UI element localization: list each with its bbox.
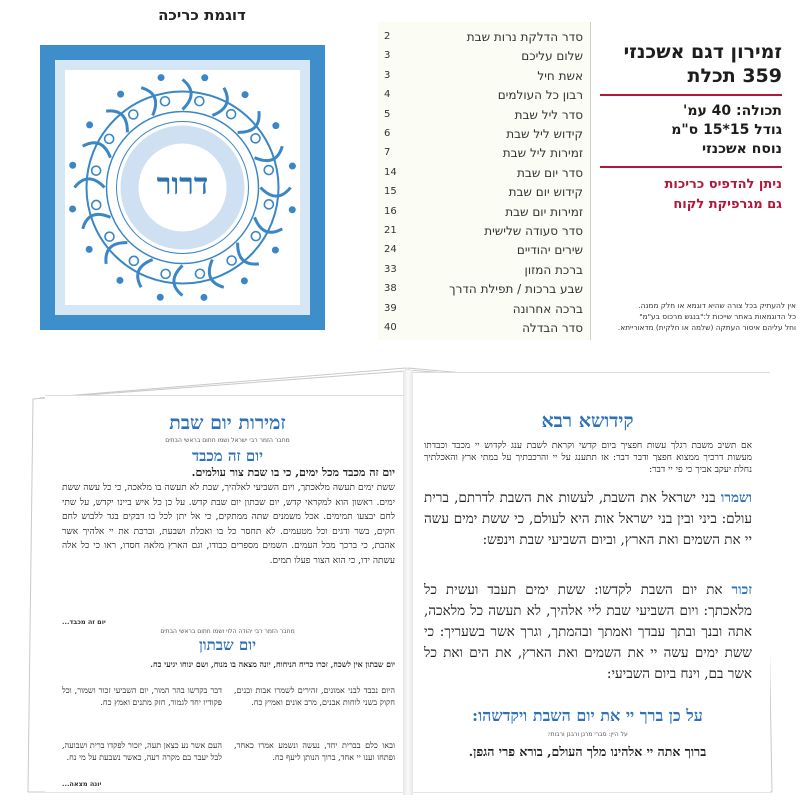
kiddush-paragraph: [424, 488, 752, 551]
toc-page-number: 4: [384, 89, 391, 101]
song-verse: היום נכבד לבני אמונים, זהירים לשמרו אבות ובנים, חקוק בשני לוחות אבנים, מרב אונים ואמיץ כח.: [234, 686, 395, 707]
toc-page-number: 39: [384, 302, 397, 314]
paragraph-text: את יום השבת לקדשו: ששת ימים תעבד ועשית כל מלאכתך: ויום השביעי שבת ליי אלהיך, לא תעשה כל מלאכה, אתה ובנך ובתך עבדך ואמתך ובהמתך, וגרך אשר בשעריך: כי ששת ימים עשה יי את השמים ואת הארץ, את הים ואת כל אשר בם, וינח ביום השביעי:: [424, 582, 752, 682]
spec-content: תכולה: 40 עמ': [683, 103, 782, 119]
song-refrain: יום שבתון אין לשכח, זכרו כריח הניחוח, יונה מצאה בו מנוח, ושם ינוחו יגיעי כח.: [150, 660, 395, 669]
song-verse: העם אשר נע כצאן תעה, יזכור לפקדו ברית ושבועה, לבל יעבר בם מקרה רעה, כאשר נשבעת על מי נח.: [62, 741, 222, 762]
toc-title: ברכה אחרונה: [512, 301, 583, 316]
refrain-tag: יום זה מכבד...: [62, 618, 106, 626]
toc-title: סדר יום שבת: [517, 165, 583, 180]
copyright-line: וחל עליהם איסור העתקה (שלמה או חלקית) מדאורייתא.: [617, 323, 796, 332]
cover-sample-label: דוגמת כריכה: [158, 6, 246, 24]
toc-title: קידוש ליל שבת: [506, 127, 583, 141]
product-title: זמירון דגם אשכנזי: [623, 41, 782, 63]
toc-page-number: 40: [384, 322, 397, 333]
print-note: ניתן להדפיס כריכות: [664, 177, 782, 192]
page-title: זמירות יום שבת: [169, 412, 286, 434]
toc-page-number: 5: [384, 108, 391, 120]
toc-title: סדר הדלקת נרות שבת: [466, 30, 583, 44]
song-author: מחבר הזמר רבי יהודה הלוי ושמו חתום בראשי הבתים: [160, 628, 295, 635]
toc-page-number: 7: [384, 147, 391, 159]
toc-title: שבע ברכות / תפילת הדרך: [449, 282, 583, 297]
song-author: מחבר הזמר רבי ישראל ושמו חתום בראשי הבתים: [165, 437, 290, 444]
copyright-line: כל הדוגמאות באתר שייכות ל:"בנגש מרכוס בע"מ": [639, 312, 796, 321]
toc-page-number: 38: [384, 283, 397, 295]
toc-title: קידוש יום שבת: [508, 185, 583, 200]
toc-page-number: 6: [384, 128, 391, 139]
wine-blessing: ברוך אתה יי אלהינו מלך העולם, בורא פרי הגפן.: [468, 744, 707, 759]
toc-page-number: 15: [384, 186, 397, 198]
product-price: 359 תכלת: [687, 65, 782, 87]
wine-instruction: על היין: סברי מרנן ורבנן ורבותי:: [547, 731, 628, 738]
toc-page-number: 2: [384, 31, 391, 42]
toc-title: זמירות יום שבת: [505, 204, 583, 219]
toc-title: סדר ליל שבת: [514, 107, 583, 122]
page-title: קידושא רבא: [541, 410, 634, 432]
print-note: גם מגרפיקת לקוח: [673, 197, 782, 212]
toc-title: אשת חיל: [537, 68, 583, 83]
toc-title: סדר סעודה שלישית: [484, 224, 583, 238]
toc-page-number: 3: [384, 69, 391, 81]
drop-word: זכור: [731, 582, 752, 598]
toc-title: זמירות ליל שבת: [502, 146, 583, 161]
toc-page-number: 24: [384, 244, 397, 256]
song-verses: ששת ימים תעשה מלאכתך, ויום השביעי לאלהיך, שבת לא תעשה בו מלאכה, כי כל עשה ששת ימים. ראשון הוא למקראי קדש, יום שבתון יום שבת קדש. על כן כל איש ביינו יקדש, על שתי לחם יבצעו תמימים. אכל משמנים שתה ממתקים, כי אל יתן לכל בו דבקים בגד ללבוש לחם חקים, בשר ודגים וכל מטעמים. לא תחסר כל בו ואכלת ושבעת, וברכת את יי אלהיך אשר אהבת, כי ברכך מכל העמים. השמים מספרים כבודו, וגם הארץ מלאה חסדו, ראו כי כל אלה עשתה ידו, כי הוא הצור פעלו תמים.: [62, 483, 395, 566]
paragraph-text: בני ישראל את השבת, לעשות את השבת לדרתם, ברית עולם: ביני ובין בני ישראל אות היא לעולם, כי ששת ימים עשה יי את השמים ואת הארץ, וביום השביעי שבת וינפש:: [424, 490, 752, 548]
song-verse: דבר בקדשו בהר המור, יום השביעי זכור ושמור, וכל פקודיו יחד לגמור, חזק מתנים ואמץ כח.: [62, 686, 222, 707]
toc-title: רבון כל העולמים: [497, 88, 583, 103]
song-title: יום שבתון: [198, 636, 256, 654]
copyright-line: אין להעתיק בכל צורה שהיא דוגמא או חלק ממנה.: [638, 301, 796, 310]
toc-title: שלום עליכם: [521, 49, 583, 64]
song-title: יום זה מכבד: [191, 447, 264, 465]
toc-page-number: 21: [384, 225, 397, 236]
toc-title: סדר הבדלה: [522, 321, 583, 335]
toc-page-number: 16: [384, 205, 397, 217]
kiddush-paragraph: [424, 580, 752, 685]
refrain-tag: יונה מצאה...: [62, 780, 102, 788]
toc-page-number: 3: [384, 50, 391, 62]
drop-word: ושמרו: [720, 490, 752, 506]
kiddush-line: על כן ברך יי את יום השבת ויקדשהו:: [472, 706, 703, 725]
toc-title: ברכת המזון: [524, 262, 583, 277]
toc-page-number: 33: [384, 263, 397, 275]
toc-page-number: 14: [384, 166, 397, 178]
toc-title: שירים יהודיים: [516, 243, 583, 258]
song-refrain: יום זה מכבד מכל ימים, כי בו שבת צור עולמים.: [191, 466, 395, 479]
song-verse: ובאו כלם בברית יחד, נעשה ונשמע אמרו כאחד, ופתחו וענו יי אחד, ברוך הנותן ליעף כח.: [234, 741, 395, 762]
spec-size: גודל 15*15 ס"מ: [671, 122, 782, 138]
booklet-spine: [403, 370, 413, 795]
spec-version: נוסח אשכנזי: [702, 141, 782, 157]
cover-name: דרור: [156, 167, 209, 202]
kiddush-intro: אם תשיב משבת רגלך עשות חפציך ביום קדשי וקראת לשבת ענג לקדוש יי מכבד וכבדתו מעשות דרכיך ממצוא חפצך ודבר דבר: אז תתענג על יי והרכבתיך על במתי ארץ והאכלתיך נחלת יעקב אביך כי פי יי דבר:: [424, 441, 752, 475]
